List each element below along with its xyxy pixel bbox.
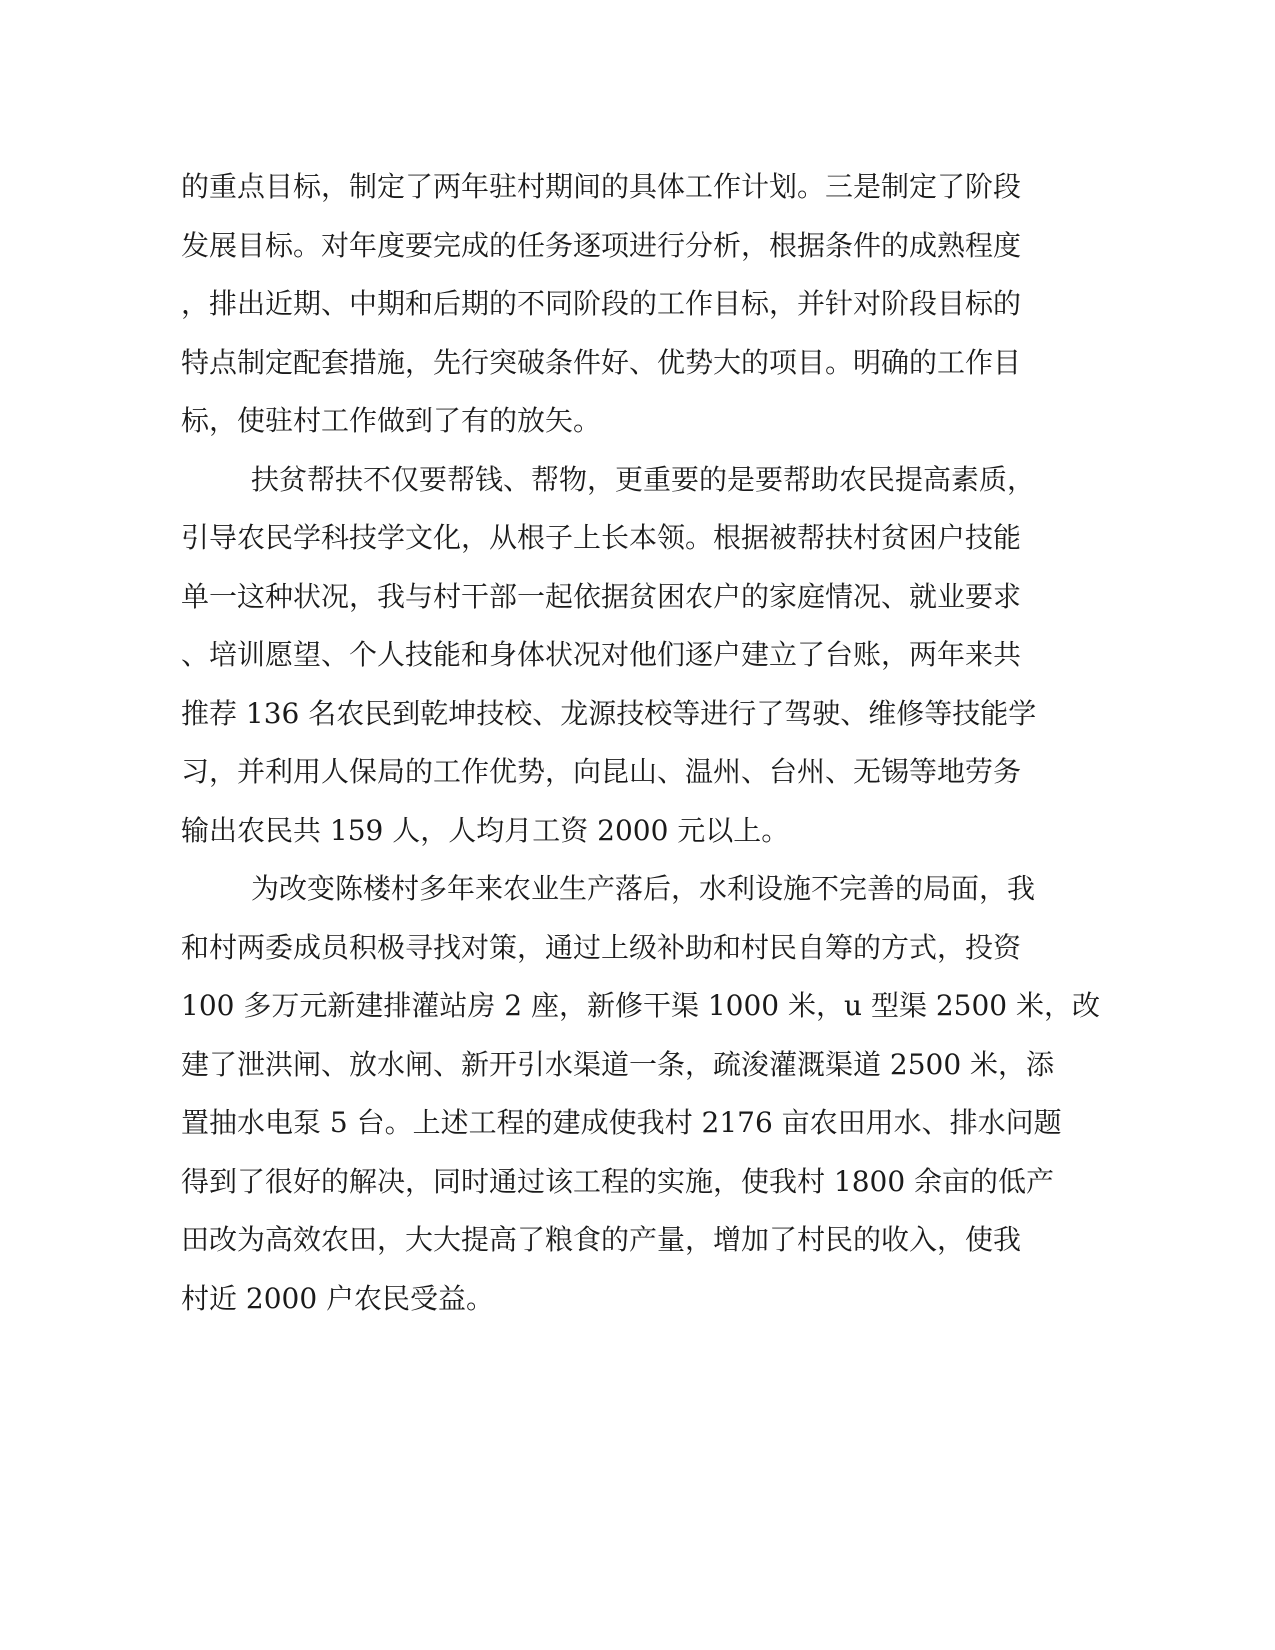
paragraph-line: 村近 2000 户农民受益。 — [181, 1281, 495, 1315]
paragraph-line: 和村两委成员积极寻找对策，通过上级补助和村民自筹的方式，投资 — [181, 930, 1022, 964]
paragraph-line: 引导农民学科技学文化，从根子上长本领。根据被帮扶村贫困户技能 — [181, 521, 1022, 554]
paragraph-line: 特点制定配套措施，先行突破条件好、优势大的项目。明确的工作目 — [181, 345, 1022, 379]
paragraph-line: 输出农民共 159 人，人均月工资 2000 元以上。 — [181, 813, 790, 847]
paragraph-line: 田改为高效农田，大大提高了粮食的产量，增加了村民的收入，使我 — [181, 1223, 1022, 1256]
paragraph-line: 为改变陈楼村多年来农业生产落后，水利设施不完善的局面，我 — [251, 872, 1036, 905]
paragraph-line: 发展目标。对年度要完成的任务逐项进行分析，根据条件的成熟程度 — [181, 228, 1022, 262]
paragraph-line: 、培训愿望、个人技能和身体状况对他们逐户建立了台账，两年来共 — [181, 638, 1022, 671]
paragraph-line: 得到了很好的解决，同时通过该工程的实施，使我村 1800 余亩的低产 — [181, 1164, 1055, 1198]
document-body — [181, 158, 1101, 1328]
paragraph-line: 100 多万元新建排灌站房 2 座，新修干渠 1000 米，u 型渠 2500 米，改 — [181, 989, 1101, 1022]
paragraph-line: 习，并利用人保局的工作优势，向昆山、温州、台州、无锡等地劳务 — [181, 755, 1022, 788]
paragraph-line: 标，使驻村工作做到了有的放矢。 — [181, 404, 602, 437]
paragraph-line: 推荐 136 名农民到乾坤技校、龙源技校等进行了驾驶、维修等技能学 — [181, 696, 1037, 730]
paragraph-line: 建了泄洪闸、放水闸、新开引水渠道一条，疏浚灌溉渠道 2500 米，添 — [181, 1047, 1055, 1081]
paragraph-line: 扶贫帮扶不仅要帮钱、帮物，更重要的是要帮助农民提高素质， — [251, 462, 1036, 496]
paragraph-line: 的重点目标，制定了两年驻村期间的具体工作计划。三是制定了阶段 — [181, 170, 1022, 203]
paragraph-3 — [181, 860, 1101, 1328]
paragraph-line: 单一这种状况，我与村干部一起依据贫困农户的家庭情况、就业要求 — [181, 579, 1022, 613]
paragraph-line: 置抽水电泵 5 台。上述工程的建成使我村 2176 亩农田用水、排水问题 — [181, 1106, 1062, 1139]
paragraph-2 — [181, 451, 1037, 861]
paragraph-1 — [181, 158, 1031, 451]
paragraph-line: ，排出近期、中期和后期的不同阶段的工作目标，并针对阶段目标的 — [181, 287, 1022, 320]
